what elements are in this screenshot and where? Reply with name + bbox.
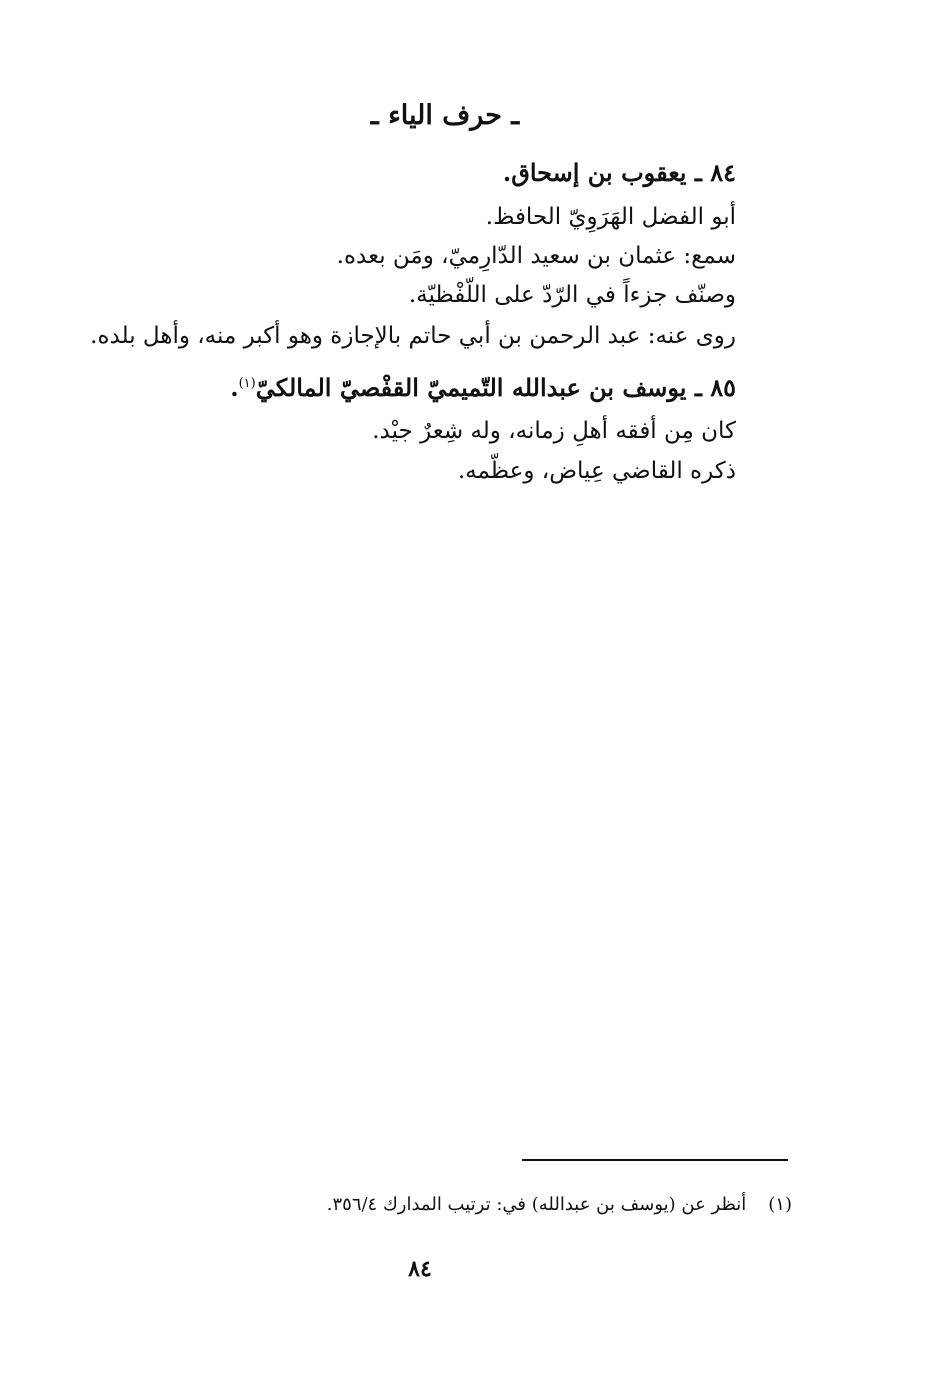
footnote-text: أنظر عن (يوسف بن عبدالله) في: ترتيب المدارك ٣٥٦/٤. [326, 1194, 747, 1215]
entry-line: كان مِن أفقه أهلِ زمانه، وله شِعرٌ جيْد. [372, 418, 736, 444]
entry-heading [230, 364, 736, 408]
entry-line: روى عنه: عبد الرحمن بن أبي حاتم بالإجازة وهو أكبر منه، وأهل بلده. [90, 323, 736, 349]
page-number: ٨٤ [408, 1256, 432, 1282]
footnote-divider [522, 1159, 788, 1161]
entry-line: أبو الفضل الهَرَوِيّ الحافظ. [485, 204, 736, 230]
entry-line: ذكره القاضي عِياض، وعظّمه. [457, 458, 736, 484]
chapter-title: ـ حرف الياء ـ [370, 100, 520, 131]
entry-line: سمع: عثمان بن سعيد الدّارِميّ، ومَن بعده. [336, 243, 736, 269]
entry-heading-text: ٨٥ ـ يوسف بن عبدالله التّميميّ القفْصيّ المالكيّ [255, 373, 736, 402]
entry-line: وصنّف جزءاً في الرّدّ على اللّفْظيّة. [408, 282, 736, 308]
footnote-marker: (١) [238, 376, 256, 391]
entry-heading-end: . [230, 373, 239, 402]
footnote-number: (١) [768, 1194, 792, 1215]
footnote [327, 1188, 792, 1222]
entry-heading: ٨٤ ـ يعقوب بن إسحاق. [502, 158, 736, 187]
